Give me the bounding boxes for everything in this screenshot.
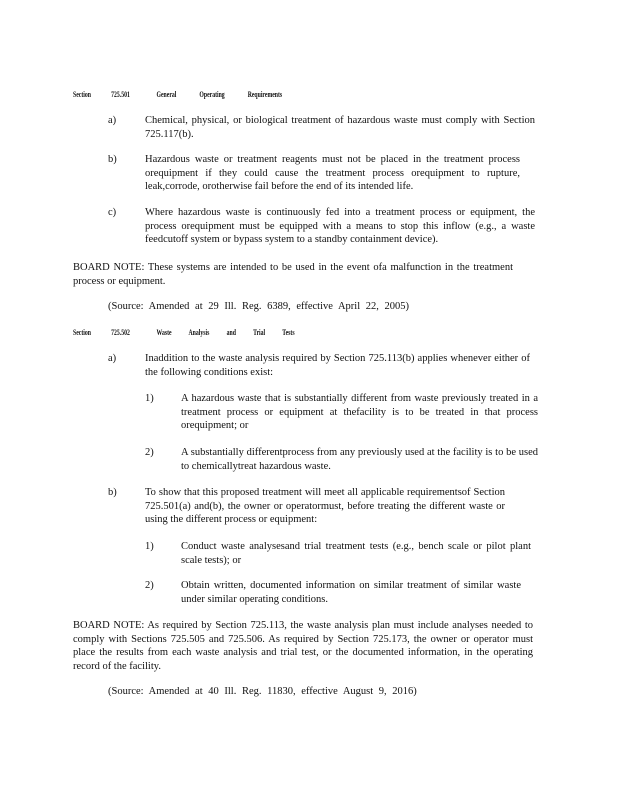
subitem-label-a2: 2) [145, 447, 154, 458]
board-note-725-502: BOARD NOTE: As required by Section 725.113, the waste analysis plan must include analyses needed to comply with Sections 725.505 and 725.506. As required by Section 725.173, the owner or operator must place the results from each waste analysis and trial test, or the documented information, in the operating record of the facility. [73, 620, 533, 672]
source-note-725-501: (Source: Amended at 29 Ill. Reg. 6389, effective April 22, 2005) [108, 301, 409, 312]
item-label-c: c) [108, 207, 117, 218]
subitem-text-b1: Conduct waste analysesand trial treatment tests (e.g., bench scale or pilot plant scale tests); or [181, 541, 531, 566]
section-word: Section [73, 90, 91, 99]
source-note-725-502: (Source: Amended at 40 Ill. Reg. 11830, effective August 9, 2016) [108, 686, 417, 697]
board-note-725-501: BOARD NOTE: These systems are intended to be used in the event ofa malfunction in the treatment process or equipment. [73, 262, 513, 287]
subitem-label-b1: 1) [145, 541, 154, 552]
item-label-b: b) [108, 487, 117, 498]
section-word: Section [73, 328, 91, 337]
item-text-a: Chemical, physical, or biological treatment of hazardous waste must comply with Section 725.117(b). [145, 115, 535, 140]
section-number: 725.502 [111, 328, 130, 337]
item-text-c: Where hazardous waste is continuously fed into a treatment process or equipment, the process orequipment must be equipped with a means to stop this inflow (e.g., a waste feedcutoff system or bypass system to a standby containment device). [145, 207, 535, 245]
section-725-501-heading [73, 90, 282, 99]
section-number: 725.501 [111, 90, 130, 99]
item-label-a: a) [108, 115, 117, 126]
subitem-text-a2: A substantially differentprocess from any previously used at the facility is to be used to chemicallytreat hazardous waste. [181, 447, 538, 472]
subitem-text-a1: A hazardous waste that is substantially different from waste previously treated in a treatment process or equipment at thefacility is to be treated in that process orequipment; or [181, 393, 538, 431]
subitem-label-a1: 1) [145, 393, 154, 404]
item-text-a: Inaddition to the waste analysis required by Section 725.113(b) applies whenever either of the following conditions exist: [145, 353, 530, 378]
item-text-b: To show that this proposed treatment will meet all applicable requirementsof Section 725.501(a) and(b), the owner or operatormust, before treating the different waste or using the different process or equipment: [145, 487, 505, 525]
section-725-502-heading [73, 328, 295, 337]
section-title: General Operating Requirements [156, 90, 283, 99]
item-label-b: b) [108, 154, 117, 165]
section-title: Waste Analysis and Trial Tests [156, 328, 295, 337]
subitem-label-b2: 2) [145, 580, 154, 591]
item-text-b: Hazardous waste or treatment reagents must not be placed in the treatment process orequipment if they could cause the treatment process orequipment to rupture, leak,corrode, orotherwise fail before the end of its intended life. [145, 154, 520, 192]
item-label-a: a) [108, 353, 117, 364]
subitem-text-b2: Obtain written, documented information on similar treatment of similar waste under similar operating conditions. [181, 580, 521, 605]
